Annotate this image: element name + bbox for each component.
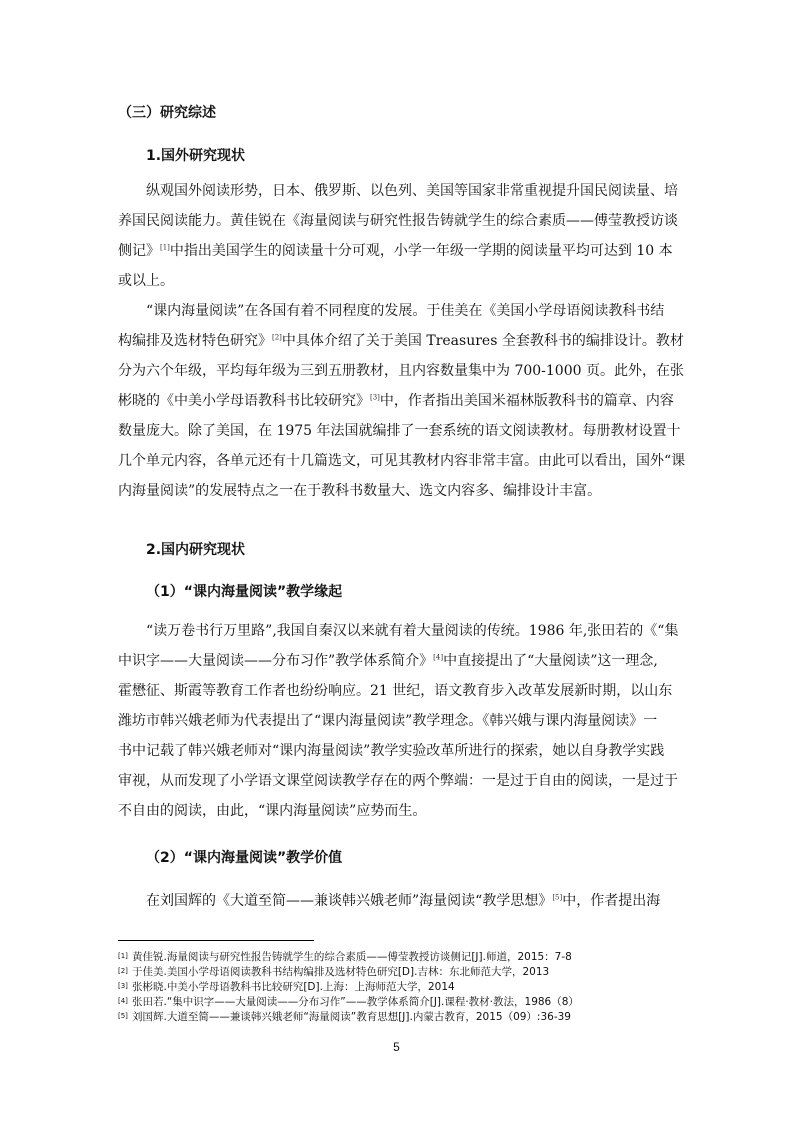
citation-ref: [4] (433, 653, 444, 662)
text-line: 中识字——大量阅读——分布习作”教学体系简介》[4]中直接提出了“大量阅读”这一理念, (118, 653, 658, 669)
citation-ref: [2] (272, 333, 282, 342)
footnote-2: [2] 于佳美.美国小学母语阅读教科书结构编排及选材特色研究[D].吉林：东北师范大学，2013 (118, 966, 550, 978)
text-line: 分为六个年级，平均每年级为三到五册教材，且内容数量集中为 700-1000 页。此外，在张 (118, 363, 684, 379)
subsection-heading-foreign: 1.国外研究现状 (146, 148, 246, 164)
section-heading: （三）研究综述 (118, 105, 216, 121)
text-line: 侧记》[1]中指出美国学生的阅读量十分可观，小学一年级一学期的阅读量平均可达到 10 本 (118, 243, 673, 259)
text-line: 或以上。 (118, 273, 174, 289)
paragraph-foreign-1 (118, 176, 676, 296)
page-number: 5 (393, 1040, 400, 1054)
text-line: “读万卷书行万里路”,我国自秦汉以来就有着大量阅读的传统。1986 年,张田若的《“集 (146, 623, 679, 639)
citation-ref: [1] (160, 243, 170, 252)
text-line: 书中记载了韩兴娥老师对“课内海量阅读”教学实验改革所进行的探索，她以自身教学实践 (118, 743, 665, 759)
text-line: 彬晓的《中美小学母语教科书比较研究》[3]中，作者指出美国米福林版教科书的篇章、内容 (118, 393, 674, 409)
text-line: 潍坊市韩兴娥老师为代表提出了“课内海量阅读”教学理念。《韩兴娥与课内海量阅读》一 (118, 713, 658, 729)
footnote-4: [4] 张田若.“集中识字——大量阅读——分布习作”——教学体系简介[J].课程·教材·教法，1986（8） (118, 996, 579, 1008)
subsection-heading-domestic: 2.国内研究现状 (146, 542, 246, 558)
paragraph-domestic-origin (118, 616, 679, 826)
text-line: 在刘国辉的《大道至简——兼谈韩兴娥老师”海量阅读“教学思想》[5]中，作者提出海 (146, 893, 661, 909)
text-line: 数量庞大。除了美国，在 1975 年法国就编排了一套系统的语文阅读教材。每册教材设置十 (118, 423, 681, 439)
text-line: 不自由的阅读，由此，“课内海量阅读”应势而生。 (118, 803, 427, 819)
footnote-divider (118, 940, 314, 941)
footnote-3: [3] 张彬晓.中美小学母语教科书比较研究[D].上海：上海师范大学，2014 (118, 981, 455, 993)
footnote-1: [1] 黄佳锐.海量阅读与研究性报告铸就学生的综合素质——傅莹教授访谈侧记[J].师道，2015：7-8 (118, 951, 572, 963)
text-line: 霍懋征、斯霞等教育工作者也纷纷响应。21 世纪，语文教育步入改革发展新时期，以山东 (118, 683, 673, 699)
citation-ref: [5] (552, 893, 563, 902)
text-line: 构编排及选材特色研究》[2]中具体介绍了关于美国 Treasures 全套教科书的编排设计。教材 (118, 333, 684, 349)
paragraph-domestic-value (118, 886, 676, 916)
subsubsection-heading-value: （2）“课内海量阅读”教学价值 (146, 850, 343, 866)
footnote-5: [5] 刘国辉.大道至简——兼谈韩兴娥老师“海量阅读”教育思想[J].内蒙古教育，2015（09）:36-39 (118, 1011, 571, 1023)
subsubsection-heading-origin: （1）“课内海量阅读”教学缘起 (146, 584, 343, 600)
paragraph-foreign-2 (118, 296, 686, 506)
citation-ref: [3] (370, 393, 380, 402)
text-line: 养国民阅读能力。黄佳锐在《海量阅读与研究性报告铸就学生的综合素质——傅莹教授访谈 (118, 213, 678, 229)
text-line: 几个单元内容，各单元还有十几篇选文，可见其教材内容非常丰富。由此可以看出，国外“课 (118, 453, 686, 469)
text-line: 审视，从而发现了小学语文课堂阅读教学存在的两个弊端：一是过于自由的阅读，一是过于 (118, 773, 678, 789)
text-line: “课内海量阅读”在各国有着不同程度的发展。于佳美在《美国小学母语阅读教科书结 (146, 303, 665, 319)
text-line: 纵观国外阅读形势，日本、俄罗斯、以色列、美国等国家非常重视提升国民阅读量、培 (146, 183, 678, 199)
text-line: 内海量阅读”的发展特点之一在于教科书数量大、选文内容多、编排设计丰富。 (118, 483, 602, 499)
